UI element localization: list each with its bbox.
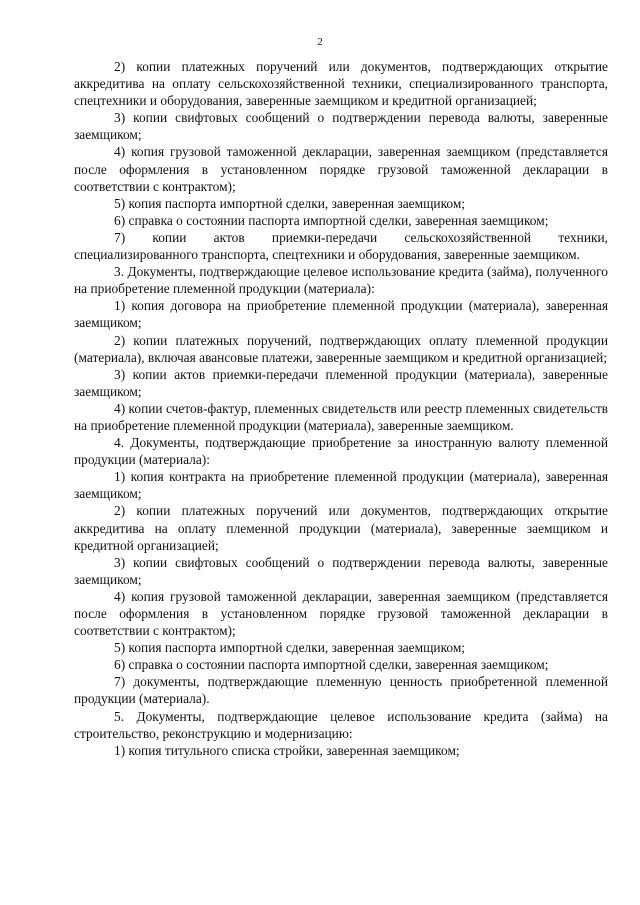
paragraph: 3. Документы, подтверждающие целевое использование кредита (займа), полученного на приобретение племенной продукции (материала): — [74, 264, 608, 297]
paragraph: 6) справка о состоянии паспорта импортной сделки, заверенная заемщиком; — [114, 657, 549, 673]
paragraph: 7) копии актов приемки-передачи сельскохозяйственной техники, специализированного транспорта, спецтехники и оборудования, заверенные заемщиком. — [74, 229, 608, 263]
page-number: 2 — [317, 36, 323, 48]
paragraph: 7) документы, подтверждающие племенную ценность приобретенной племенной продукции (материала). — [74, 674, 608, 707]
paragraph: 4) копия грузовой таможенной декларации, заверенная заемщиком (представляется после оформления в установленном порядке грузовой таможенной декларации в соответствии с контрактом); — [74, 588, 608, 639]
paragraph: 1) копия договора на приобретение племенной продукции (материала), заверенная заемщиком; — [74, 298, 608, 331]
paragraph: 5. Документы, подтверждающие целевое использование кредита (займа) на строительство, реконструкцию и модернизацию: — [74, 708, 608, 741]
paragraph: 1) копия контракта на приобретение племенной продукции (материала), заверенная заемщиком; — [74, 469, 608, 502]
paragraph: 1) копия титульного списка стройки, заверенная заемщиком; — [114, 742, 460, 758]
paragraph: 4) копии счетов-фактур, племенных свидетельств или реестр племенных свидетельств на приобретение племенной продукции (материала), заверенные заемщиком. — [74, 400, 608, 433]
paragraph: 5) копия паспорта импортной сделки, заверенная заемщиком; — [114, 195, 466, 211]
paragraph: 6) справка о состоянии паспорта импортной сделки, заверенная заемщиком; — [114, 212, 549, 228]
paragraph: 2) копии платежных поручений, подтверждающих оплату племенной продукции (материала), включая авансовые платежи, заверенные заемщиком и кредитной организацией; — [74, 332, 608, 365]
paragraph: 3) копии свифтовых сообщений о подтверждении перевода валюты, заверенные заемщиком; — [74, 554, 608, 587]
paragraph: 5) копия паспорта импортной сделки, заверенная заемщиком; — [114, 640, 466, 656]
paragraph: 4) копия грузовой таможенной декларации, заверенная заемщиком (представляется после оформления в установленном порядке грузовой таможенной декларации в соответствии с контрактом); — [74, 144, 608, 194]
paragraph: 2) копии платежных поручений или документов, подтверждающих открытие аккредитива на оплату сельскохозяйственной техники, специализированного транспорта, спецтехники и оборудования, заверенные заемщиком и кредитной организацией; — [74, 59, 608, 109]
document-body — [74, 58, 608, 759]
paragraph: 4. Документы, подтверждающие приобретение за иностранную валюту племенной продукции (материала): — [74, 435, 608, 468]
paragraph: 2) копии платежных поручений или документов, подтверждающих открытие аккредитива на оплату племенной продукции (материала), заверенные заемщиком и кредитной организацией; — [74, 503, 608, 553]
paragraph: 3) копии актов приемки-передачи племенной продукции (материала), заверенные заемщиком; — [74, 366, 608, 399]
paragraph: 3) копии свифтовых сообщений о подтверждении перевода валюты, заверенные заемщиком; — [74, 110, 608, 143]
